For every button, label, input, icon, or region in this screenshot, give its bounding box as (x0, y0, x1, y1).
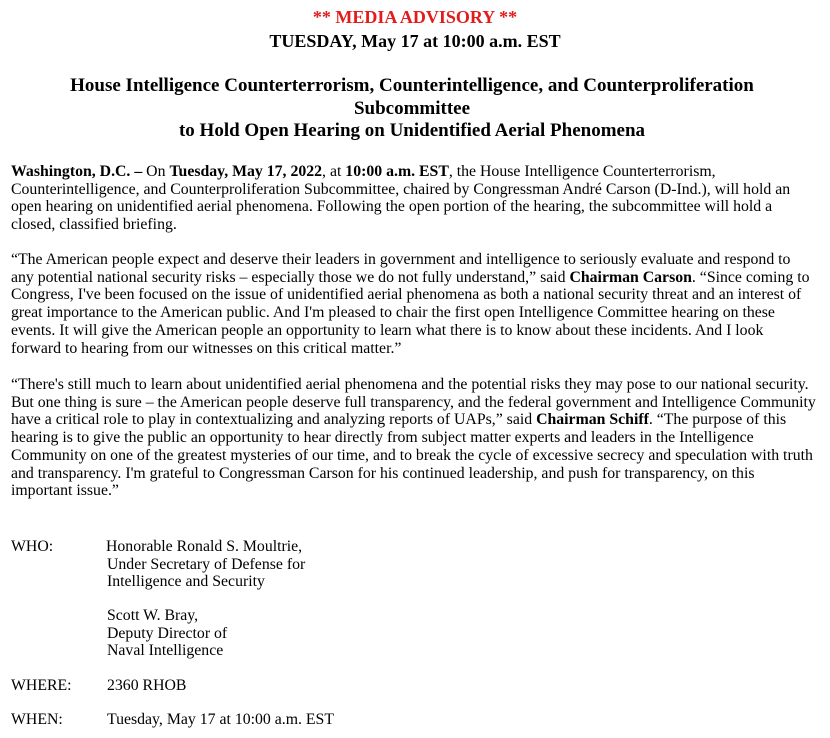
schiff-quote-text-1: “There's still much to learn about unidentified aerial phenomena and the potential risks they may pose to our national security. But one thing is sure – the American people deserve full transparency, and the federal government and Intelligence Community have a critical role to play in contextualizing and analyzing reports of UAPs,” said (11, 376, 816, 429)
where-value: 2360 RHOB (107, 677, 187, 694)
witness-1-title: Under Secretary of Defense for (107, 555, 306, 573)
carson-quote-text-1: “The American people expect and deserve their leaders in government and intelligence to seriously evaluate and respond to any potential national security risks – especially those we do not fully understand,” said (11, 251, 791, 286)
witness-2-title: Deputy Director of (107, 624, 228, 642)
witness-1-name: Honorable Ronald S. Moultrie, (106, 538, 303, 555)
hearing-time: 10:00 a.m. EST (345, 163, 449, 180)
witness-1 (107, 538, 305, 591)
schiff-quote-text-2: . “The purpose of this hearing is to give the public an opportunity to hear directly from subject matter experts and leaders in the Intelligence Community on one of the greatest mysteries of our time, and to break the cycle of excessive secrecy and speculation with truth and transparency. I'm grateful to Congressman Carson for his continued leadership, and push for transparency, on this important issue.” (11, 411, 813, 500)
headline-line-2: Subcommittee (353, 97, 471, 119)
headline-line-1: House Intelligence Counterterrorism, Counterintelligence, and Counterproliferation (70, 75, 754, 96)
witness-2-title-cont: Naval Intelligence (107, 642, 224, 660)
witness-1-title-cont: Intelligence and Security (107, 573, 265, 591)
when-value: Tuesday, May 17 at 10:00 a.m. EST (107, 711, 334, 728)
media-advisory-banner: ** MEDIA ADVISORY ** (312, 7, 518, 27)
carson-quote-text-2: . “Since coming to Congress, I've been focused on the issue of unidentified aerial phenomena as both a national security threat and an interest of great importance to the American public. And I'm pleased to chair the first open Intelligence Committee hearing on these events. It will give the American people an opportunity to learn what there is to know about these incidents. And I look forward to hearing from our witnesses on this critical matter.” (11, 268, 810, 357)
headline (20, 75, 804, 143)
schiff-speaker: Chairman Schiff (536, 411, 649, 429)
who-label: WHO: (11, 538, 54, 555)
intro-text-1: On (142, 163, 170, 180)
witness-2 (107, 607, 227, 660)
when-label: WHEN: (11, 711, 63, 728)
intro-paragraph (11, 163, 816, 234)
where-label: WHERE: (11, 677, 72, 694)
hearing-date: Tuesday, May 17, 2022 (169, 163, 323, 180)
schiff-quote-paragraph (11, 376, 816, 500)
intro-text-2: , at (322, 163, 346, 180)
carson-speaker: Chairman Carson (569, 268, 692, 286)
intro-text-3: , the House Intelligence Counterterrorism, Counterintelligence, and Counterproliferation Subcommittee, chaired by Congressman André Carson (D-Ind.), will hold an open hearing on unidentified aerial phenomena. Following the open portion of the hearing, the subcommittee will hold a closed, classified briefing. (11, 163, 791, 234)
dateline: Washington, D.C. – (11, 163, 143, 180)
carson-quote-paragraph (11, 251, 816, 357)
advisory-date-line: TUESDAY, May 17 at 10:00 a.m. EST (269, 31, 561, 51)
headline-line-3: to Hold Open Hearing on Unidentified Aerial Phenomena (178, 120, 646, 141)
witness-2-name: Scott W. Bray, (107, 607, 199, 624)
